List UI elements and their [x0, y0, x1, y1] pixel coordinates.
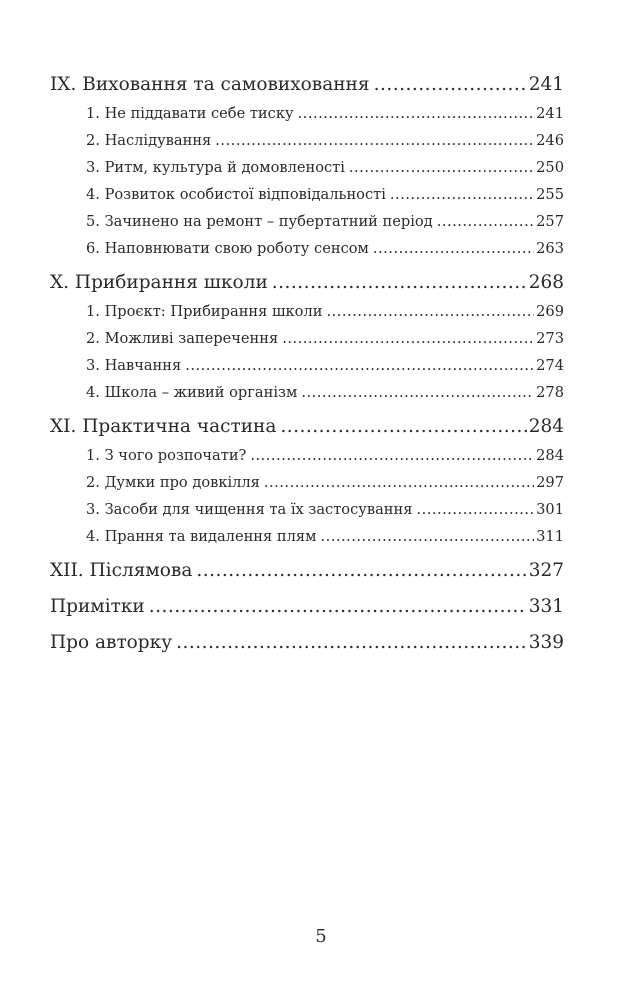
dot-leader	[282, 325, 534, 352]
toc-chapter-notes	[50, 592, 564, 622]
dot-leader	[301, 379, 534, 406]
dot-leader	[326, 298, 534, 325]
toc-entry-title: X. Прибирання школи	[50, 272, 268, 293]
toc-entry-page: 278	[536, 384, 564, 401]
toc-entry-title: 2. Наслідування	[86, 132, 212, 149]
toc-entry-title: 2. Думки про довкілля	[86, 474, 260, 491]
toc-entry-page: 297	[536, 474, 564, 491]
toc-entry-page: 311	[536, 528, 564, 545]
toc-entry-page: 274	[536, 357, 564, 374]
toc-section	[50, 469, 564, 496]
dot-leader	[373, 235, 534, 262]
toc-entry-page: 284	[528, 416, 564, 437]
toc-entry-title: 3. Ритм, культура й домовленості	[86, 159, 345, 176]
toc-entry-page: 273	[536, 330, 564, 347]
toc-entry-title: 4. Прання та видалення плям	[86, 528, 317, 545]
toc-section	[50, 298, 564, 325]
toc-entry-page: 268	[528, 272, 564, 293]
dot-leader	[149, 592, 527, 622]
toc-entry-title: 2. Можливі заперечення	[86, 330, 279, 347]
toc-section	[50, 181, 564, 208]
toc-entry-page: 241	[536, 105, 564, 122]
toc-entry-page: 301	[536, 501, 564, 518]
toc-section	[50, 523, 564, 550]
toc-entry-page: 257	[536, 213, 564, 230]
dot-leader	[272, 268, 527, 298]
dot-leader	[185, 352, 534, 379]
toc-section	[50, 379, 564, 406]
toc-entry-title: 3. Засоби для чищення та їх застосування	[86, 501, 413, 518]
toc-section	[50, 154, 564, 181]
dot-leader	[250, 442, 534, 469]
toc-entry-title: 3. Навчання	[86, 357, 182, 374]
toc-entry-title: 5. Зачинено на ремонт – пубертатний період	[86, 213, 433, 230]
table-of-contents	[50, 70, 564, 658]
toc-section	[50, 127, 564, 154]
toc-entry-page: 284	[536, 447, 564, 464]
toc-entry-title: XI. Практична частина	[50, 416, 277, 437]
toc-chapter-ix	[50, 70, 564, 100]
toc-section	[50, 100, 564, 127]
dot-leader	[196, 556, 526, 586]
dot-leader	[437, 208, 534, 235]
toc-section	[50, 442, 564, 469]
dot-leader	[280, 412, 526, 442]
dot-leader	[320, 523, 534, 550]
toc-entry-title: 1. Проєкт: Прибирання школи	[86, 303, 323, 320]
dot-leader	[390, 181, 534, 208]
toc-entry-page: 246	[536, 132, 564, 149]
toc-entry-page: 250	[536, 159, 564, 176]
toc-section	[50, 208, 564, 235]
toc-entry-title: Про авторку	[50, 632, 173, 653]
toc-entry-title: 4. Розвиток особистої відповідальності	[86, 186, 386, 203]
toc-section	[50, 352, 564, 379]
toc-entry-page: 339	[528, 632, 564, 653]
toc-entry-title: XII. Післямова	[50, 560, 193, 581]
toc-section	[50, 325, 564, 352]
toc-entry-page: 241	[528, 74, 564, 95]
toc-chapter-about-author	[50, 628, 564, 658]
toc-entry-page: 269	[536, 303, 564, 320]
dot-leader	[176, 628, 527, 658]
dot-leader	[215, 127, 534, 154]
dot-leader	[298, 100, 535, 127]
toc-chapter-x	[50, 268, 564, 298]
toc-entry-title: IX. Виховання та самовиховання	[50, 74, 370, 95]
page-number: 5	[315, 926, 327, 947]
toc-entry-page: 255	[536, 186, 564, 203]
toc-section	[50, 496, 564, 523]
toc-entry-title: Примітки	[50, 596, 145, 617]
toc-entry-page: 263	[536, 240, 564, 257]
toc-entry-page: 327	[528, 560, 564, 581]
toc-chapter-xii	[50, 556, 564, 586]
toc-entry-title: 1. З чого розпочати?	[86, 447, 247, 464]
dot-leader	[349, 154, 534, 181]
toc-entry-page: 331	[528, 596, 564, 617]
toc-entry-title: 4. Школа – живий організм	[86, 384, 298, 401]
toc-chapter-xi	[50, 412, 564, 442]
toc-section	[50, 235, 564, 262]
toc-entry-title: 6. Наповнювати свою роботу сенсом	[86, 240, 369, 257]
dot-leader	[416, 496, 534, 523]
dot-leader	[374, 70, 527, 100]
toc-entry-title: 1. Не піддавати себе тиску	[86, 105, 294, 122]
dot-leader	[264, 469, 534, 496]
